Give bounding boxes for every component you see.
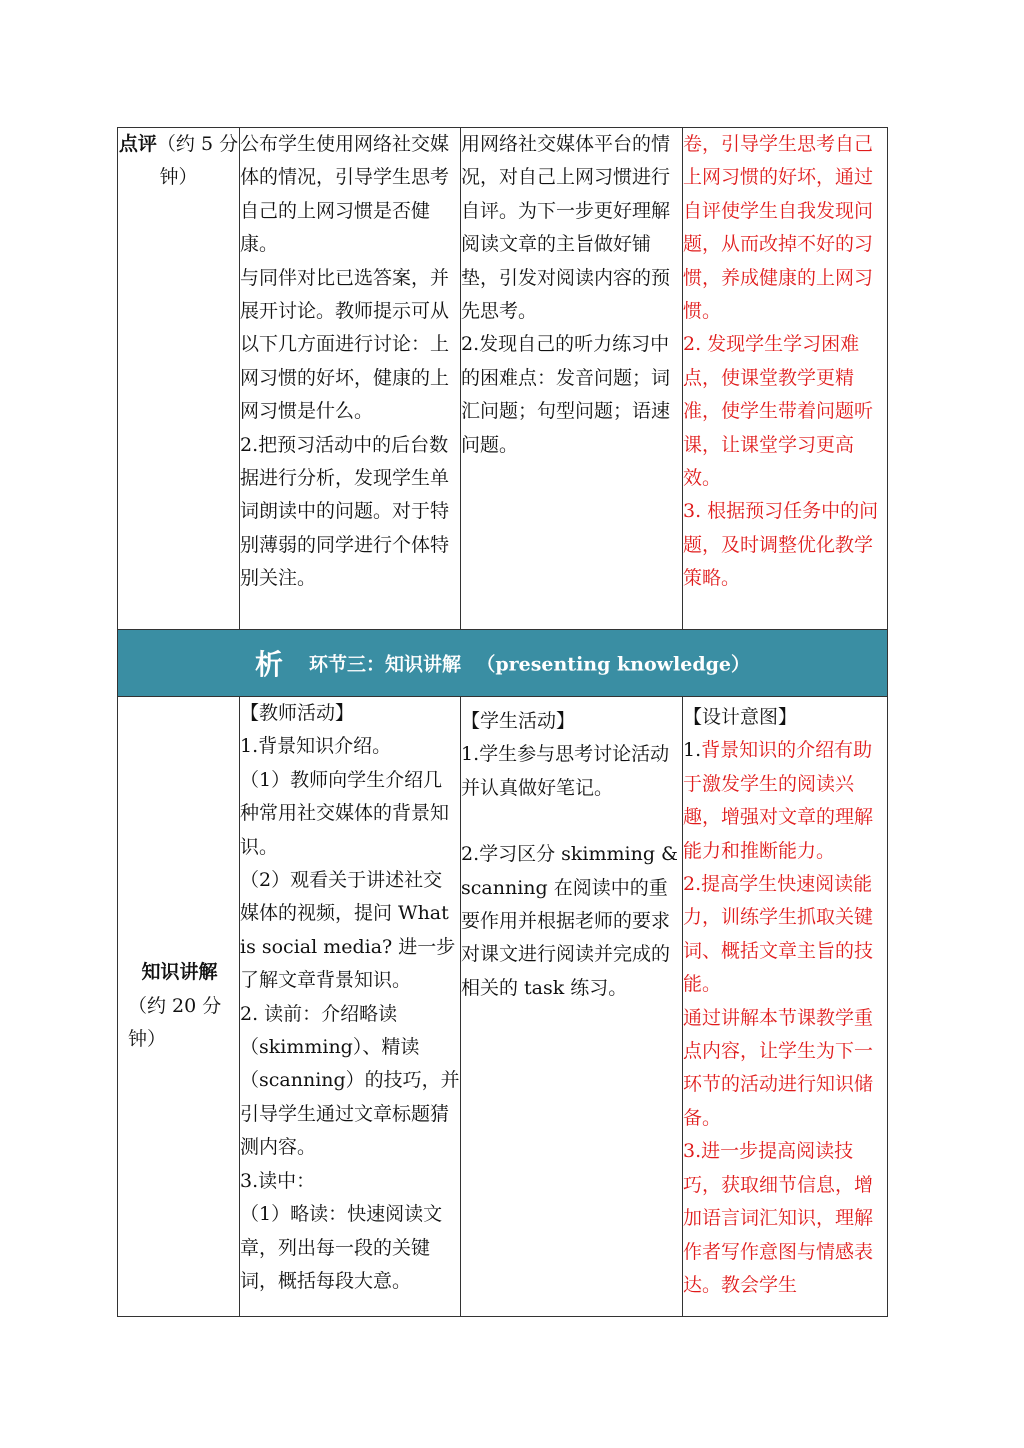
row-knowledge (118, 697, 888, 1317)
teacher-paragraph: 公布学生使用网络社交媒体的情况，引导学生思考自己的上网习惯是否健康。 (240, 133, 450, 256)
stage-cell-review (118, 128, 240, 630)
student-paragraph: 2.发现自己的听力练习中的困难点：发音问题；词汇问题；句型问题；语速问题。 (461, 333, 671, 456)
lesson-plan-table (117, 127, 888, 1317)
design-paragraph: 卷，引导学生思考自己上网习惯的好坏，通过自评使学生自我发现问题，从而改掉不好的习惯，养成健康的上网习惯。 (683, 133, 874, 323)
teacher-paragraph: （1）教师向学生介绍几种常用社交媒体的背景知识。 (240, 768, 450, 858)
student-header: 【学生活动】 (461, 710, 576, 732)
section-banner-cell (118, 630, 888, 697)
teacher-paragraph: （1）略读：快速阅读文章，列出每一段的关键词，概括每段大意。 (240, 1203, 443, 1292)
student-activity-cell (461, 128, 683, 630)
design-paragraph: 2.提高学生快速阅读能力，训练学生抓取关键词、概括文章主旨的技能。 (683, 873, 874, 996)
teacher-paragraph: 3.读中： (240, 1169, 316, 1192)
design-intent-cell (683, 128, 888, 630)
design-number: 1. (683, 739, 702, 762)
stage-title: 点评 (118, 133, 157, 155)
stage-duration: （约 20 分钟） (128, 994, 222, 1051)
stage-duration: （约 5 分钟） (156, 133, 239, 189)
teacher-paragraph: （2）观看关于讲述社交媒体的视频，提问 What is social media? 进一步了解文章背景知识。 (240, 869, 456, 992)
design-intent-cell (683, 697, 888, 1317)
student-activity-cell (461, 697, 683, 1317)
teacher-activity-cell (240, 128, 461, 630)
banner-title: 环节三：知识讲解 (309, 653, 462, 676)
design-paragraph: 3. 根据预习任务中的问题，及时调整优化教学策略。 (683, 500, 879, 590)
banner-english: （presenting knowledge） (476, 653, 750, 676)
teacher-paragraph: 1.背景知识介绍。 (240, 735, 392, 758)
teacher-paragraph: 2. 读前：介绍略读（skimming）、精读（scanning）的技巧，并引导学生通过文章标题猜测内容。 (240, 1002, 460, 1159)
design-paragraph: 3.进一步提高阅读技巧，获取细节信息，增加语言词汇知识，理解作者写作意图与情感表达。教会学生 (683, 1140, 874, 1296)
stage-cell-knowledge (118, 697, 240, 1317)
teacher-paragraph: 2.把预习活动中的后台数据进行分析，发现学生单词朗读中的问题。对于特别薄弱的同学进行个体特别关注。 (240, 433, 450, 590)
design-header: 【设计意图】 (683, 706, 798, 728)
student-paragraph: 2.学习区分 skimming & scanning 在阅读中的重要作用并根据老师的要求对课文进行阅读并完成的相关的 task 练习。 (461, 843, 678, 999)
student-paragraph: 用网络社交媒体平台的情况，对自己上网习惯进行自评。为下一步更好理解阅读文章的主旨做好铺垫，引发对阅读内容的预先思考。 (461, 133, 671, 323)
design-paragraph: 背景知识的介绍有助于激发学生的阅读兴趣，增强对文章的理解能力和推断能力。 (683, 739, 874, 862)
section-banner (118, 630, 888, 697)
design-paragraph: 通过讲解本节课教学重点内容，让学生为下一环节的活动进行知识储备。 (683, 1006, 874, 1129)
design-paragraph: 2. 发现学生学习困难点，使课堂教学更精准，使学生带着问题听课，让课堂学习更高效。 (683, 333, 874, 490)
banner-character: 析 (255, 648, 284, 681)
teacher-paragraph: 与同伴对比已选答案，并展开讨论。教师提示可从以下几方面进行讨论：上网习惯的好坏，健康的上网习惯是什么。 (240, 266, 450, 423)
stage-title: 知识讲解 (141, 961, 218, 984)
teacher-header: 【教师活动】 (240, 702, 355, 724)
row-review (118, 128, 888, 630)
teacher-activity-cell (240, 697, 461, 1317)
student-paragraph: 1.学生参与思考讨论活动并认真做好笔记。 (461, 743, 670, 799)
